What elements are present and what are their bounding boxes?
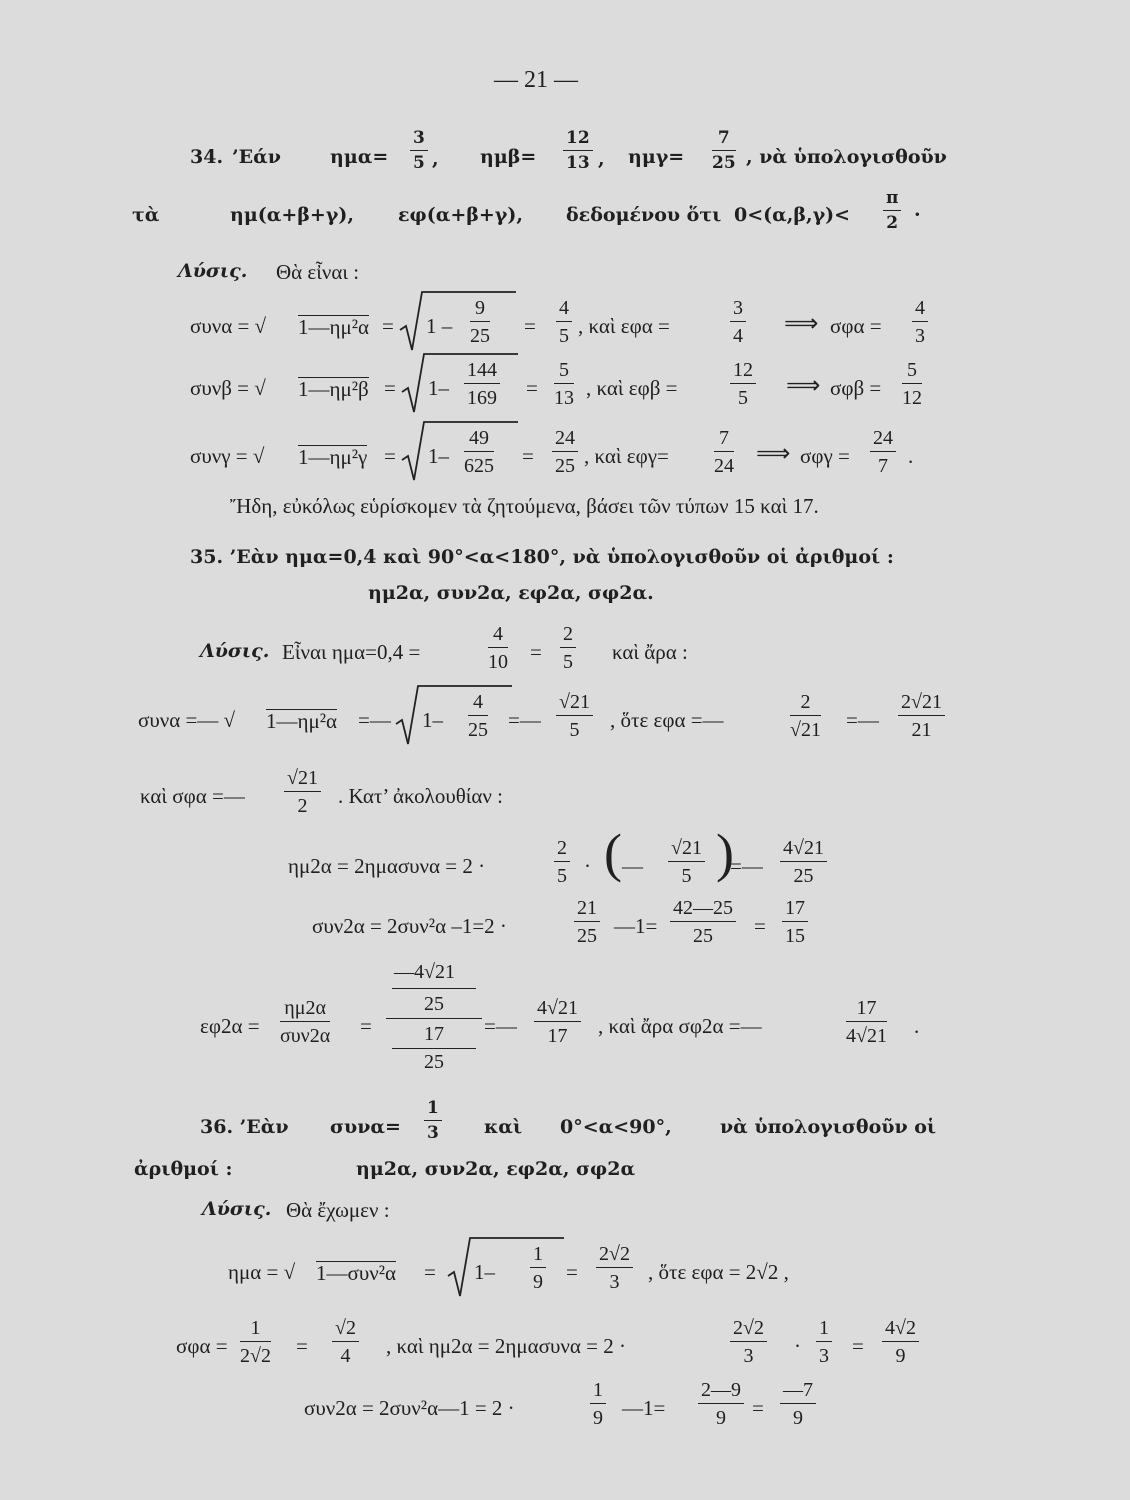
equals: =	[296, 1334, 308, 1358]
radical-sign	[446, 1234, 566, 1300]
eq-cosa-label: συνα = √	[190, 314, 267, 338]
fraction-2sqrt21-21: $\frac{2√21}{21}$	[898, 692, 945, 740]
fraction-2-sqrt21: $\frac{2}{√21}$	[790, 691, 821, 741]
inner-fraction-bar	[392, 1048, 476, 1049]
solution-intro-35: Εἶναι ημα=0,4 =	[282, 640, 421, 664]
problem-36-targets: ημ2α, συν2α, εφ2α, σφ2α	[356, 1158, 636, 1180]
fraction-17-4sqrt21: $\frac{17}{4√21}$	[846, 997, 887, 1047]
fraction-3-5: $\frac{3}{5}$	[410, 130, 428, 172]
problem-34-tail: , νὰ ὑπολογισθοῦν	[746, 146, 947, 168]
problem-36-condition: 0°<α<90°,	[560, 1116, 672, 1138]
eq-tang-label: , καὶ εφγ=	[584, 444, 669, 468]
fraction-2sqrt2-3: $\frac{2√2}{3}$	[596, 1244, 633, 1292]
radical-sign	[398, 288, 518, 354]
eq35-cosa-radicand: 1—ημ²α	[266, 709, 338, 733]
problem-34-condition: 0<(α,β,γ)<	[734, 204, 851, 226]
implies-arrow: ⟹	[786, 373, 821, 399]
eq35-sin2a: ημ2α = 2ημασυνα = 2 ·	[288, 854, 486, 878]
fraction-21-25: $\frac{21}{25}$	[574, 898, 600, 946]
radical-sign	[400, 350, 520, 416]
problem-36-and: καὶ	[484, 1116, 523, 1138]
eq35-minus-equals: =—	[358, 708, 391, 732]
equals: =	[526, 376, 538, 400]
eq-cosg-equals: =	[384, 444, 396, 468]
solution-intro-34: Θὰ εἶναι :	[276, 260, 360, 284]
fraction-sqrt21-5: $\frac{√21}{5}$	[668, 838, 705, 886]
fraction-1-3: $\frac{1}{3}$	[424, 1100, 442, 1142]
eq35-one-minus: 1–	[422, 708, 443, 732]
problem-34-hmg: ημγ=	[628, 146, 685, 168]
fraction-sin2a-cos2a: ημ2α συν2α	[280, 997, 331, 1047]
problem-34-given: δεδομένου ὅτι	[566, 204, 722, 226]
radical-sign	[400, 418, 520, 484]
and-thus-cot2a: , καὶ ἄρα σφ2α =—	[598, 1014, 762, 1038]
implies-arrow: ⟹	[756, 441, 791, 467]
when-tana: , ὅτε εφα =—	[610, 708, 724, 732]
fraction-42minus25-25: $\frac{42—25}{25}$	[670, 898, 736, 946]
eq-cosg-label: συνγ = √	[190, 444, 265, 468]
equals: =	[530, 640, 542, 664]
fraction-4-5: $\frac{4}{5}$	[556, 298, 572, 346]
dot: ·	[794, 1334, 801, 1358]
fraction-4-3: $\frac{4}{3}$	[912, 298, 928, 346]
eq-cota-label: σφα =	[830, 314, 882, 338]
fraction-pi-2: $\frac{\pi}{2}$	[883, 190, 901, 232]
comma: ,	[432, 148, 439, 170]
eq-tanb-label: , καὶ εφβ =	[586, 376, 678, 400]
minus-one-equals: —1=	[614, 914, 658, 938]
fraction-1-3: $\frac{1}{3}$	[816, 1318, 832, 1366]
radical-sign	[394, 682, 514, 748]
fraction-5-12: $\frac{5}{12}$	[902, 359, 922, 409]
equals: =	[566, 1260, 578, 1284]
eq36-cota-label: σφα =	[176, 1334, 228, 1358]
fraction-1-2sqrt2: $\frac{1}{2√2}$	[240, 1317, 271, 1367]
eq-cotb-label: σφβ =	[830, 376, 882, 400]
eq36-sina-radicand: 1—συν²α	[316, 1261, 397, 1285]
eq-cosb-equals: =	[384, 376, 396, 400]
equals-minus: =—	[484, 1014, 517, 1038]
problem-36-number: 36. ’Εὰν	[200, 1116, 289, 1138]
compound-fraction-bottom: 17	[424, 1023, 444, 1045]
consequently: . Κατ’ ἀκολουθίαν :	[338, 784, 504, 808]
left-paren: (	[604, 823, 622, 883]
fraction-5-13: $\frac{5}{13}$	[554, 359, 574, 409]
dot: ·	[584, 854, 591, 878]
comma: ,	[598, 148, 605, 170]
problem-34-targets: ημ(α+β+γ),	[230, 204, 354, 226]
fraction-7-25: $\frac{7}{25}$	[712, 128, 736, 173]
main-fraction-bar	[386, 1018, 482, 1019]
eq-cosb-one-minus: 1–	[428, 376, 449, 400]
fraction-9-25: $\frac{9}{25}$	[470, 297, 490, 347]
eq36-sina-label: ημα = √	[228, 1260, 296, 1284]
equals: =	[852, 1334, 864, 1358]
equals: =	[522, 444, 534, 468]
fraction-2-5: $\frac{2}{5}$	[554, 838, 570, 886]
fraction-24-25: $\frac{24}{25}$	[552, 428, 578, 476]
fraction-2-5: $\frac{2}{5}$	[560, 624, 576, 672]
problem-34-if: ’Εάν	[232, 146, 281, 168]
fraction-12-13: $\frac{12}{13}$	[563, 130, 593, 172]
fraction-minus7-9: $\frac{—7}{9}$	[780, 1380, 816, 1428]
problem-34-ta: τὰ	[132, 204, 160, 226]
problem-36-tail: νὰ ὑπολογισθοῦν οἱ	[720, 1116, 937, 1138]
solution-label-34: Λύσις.	[178, 260, 248, 282]
conclusion-34: Ἤδη, εὐκόλως εὑρίσκομεν τὰ ζητούμενα, βάσει τῶν τύπων 15 καὶ 17.	[230, 494, 819, 518]
fraction-3-4: $\frac{3}{4}$	[730, 298, 746, 346]
fraction-1-9: $\frac{1}{9}$	[530, 1244, 546, 1292]
minus: —	[622, 854, 643, 878]
and-sin2a: , καὶ ημ2α = 2ημασυνα = 2 ·	[386, 1334, 626, 1358]
inner-fraction-bar	[392, 988, 476, 989]
problem-34-hmb: ημβ=	[480, 146, 537, 168]
problem-35-line2: ημ2α, συν2α, εφ2α, σφ2α.	[368, 582, 654, 604]
problem-35-line1: 35. ’Εὰν ημα=0,4 καὶ 90°<α<180°, νὰ ὑπολογισθοῦν οἱ ἀριθμοί :	[190, 546, 894, 568]
fraction-144-169: $\frac{144}{169}$	[464, 360, 500, 408]
equals-minus: =—	[508, 708, 541, 732]
fraction-7-24: $\frac{7}{24}$	[714, 427, 734, 477]
solution-label-35: Λύσις.	[200, 640, 270, 662]
implies-arrow: ⟹	[784, 311, 819, 337]
fraction-sqrt21-5: $\frac{√21}{5}$	[556, 692, 593, 740]
eq-cosa-equals: =	[382, 314, 394, 338]
fraction-49-625: $\frac{49}{625}$	[464, 427, 494, 477]
eq-cosg-one-minus: 1–	[428, 444, 449, 468]
eq35-cos2a: συν2α = 2συν²α –1=2 ·	[312, 914, 507, 938]
equals-minus: =—	[730, 854, 763, 878]
solution-label-36: Λύσις.	[202, 1198, 272, 1220]
fraction-4sqrt21-17: $\frac{4√21}{17}$	[534, 998, 581, 1046]
equals: =	[752, 1396, 764, 1420]
eq-cosa-one-minus: 1 –	[426, 314, 453, 338]
fraction-1-9: $\frac{1}{9}$	[590, 1380, 606, 1428]
fraction-4-25: $\frac{4}{25}$	[468, 691, 488, 741]
eq-cotg-label: σφγ =	[800, 444, 850, 468]
eq35-cosa-label: συνα =— √	[138, 708, 236, 732]
eq36-one-minus: 1–	[474, 1260, 495, 1284]
compound-fraction-top: —4√21	[394, 961, 455, 983]
equals: =	[524, 314, 536, 338]
problem-36-numbers: ἀριθμοί :	[134, 1158, 233, 1180]
problem-34-number: 34.	[190, 146, 224, 168]
compound-fraction-top-denominator: 25	[424, 993, 444, 1015]
when-tana: , ὅτε εφα = 2√2 ,	[648, 1260, 789, 1284]
eq-cosb-radicand: 1—ημ²β	[298, 377, 369, 401]
fraction-4sqrt2-9: $\frac{4√2}{9}$	[882, 1318, 919, 1366]
page-number: — 21 —	[494, 67, 578, 93]
eq-cosg-radicand: 1—ημ²γ	[298, 445, 368, 469]
period: .	[914, 1014, 920, 1038]
eq-cosb-label: συνβ = √	[190, 376, 266, 400]
equals: =	[424, 1260, 436, 1284]
eq-cosa-radicand: 1—ημ²α	[298, 315, 370, 339]
problem-36-cosa: συνα=	[330, 1116, 401, 1138]
fraction-17-15: $\frac{17}{15}$	[782, 898, 808, 946]
solution-intro-36: Θὰ ἔχωμεν :	[286, 1198, 390, 1222]
equals-minus: =—	[846, 708, 879, 732]
fraction-4sqrt21-25: $\frac{4√21}{25}$	[780, 838, 827, 886]
fraction-2sqrt2-3: $\frac{2√2}{3}$	[730, 1318, 767, 1366]
equals: =	[754, 914, 766, 938]
eq35-tan2a: εφ2α =	[200, 1014, 260, 1038]
fraction-2minus9-9: $\frac{2—9}{9}$	[698, 1380, 744, 1428]
and-thus: καὶ ἄρα :	[612, 640, 688, 664]
equals: =	[360, 1014, 372, 1038]
fraction-sqrt2-4: $\frac{√2}{4}$	[332, 1318, 359, 1366]
fraction-sqrt21-2: $\frac{√21}{2}$	[284, 768, 321, 816]
right-paren: )	[716, 823, 734, 883]
eq-tana-label: , καὶ εφα =	[578, 314, 670, 338]
fraction-4-10: $\frac{4}{10}$	[488, 623, 508, 673]
period: .	[908, 444, 914, 468]
compound-fraction-bottom-denominator: 25	[424, 1051, 444, 1073]
problem-34-hma: ημα=	[330, 146, 389, 168]
fraction-12-5: $\frac{12}{5}$	[730, 360, 756, 408]
eq36-cos2a: συν2α = 2συν²α—1 = 2 ·	[304, 1396, 515, 1420]
eq35-cota-label: καὶ σφα =—	[140, 784, 245, 808]
dot: ·	[914, 204, 921, 226]
minus-one-equals: —1=	[622, 1396, 666, 1420]
fraction-24-7: $\frac{24}{7}$	[870, 428, 896, 476]
problem-34-targets2: εφ(α+β+γ),	[398, 204, 523, 226]
